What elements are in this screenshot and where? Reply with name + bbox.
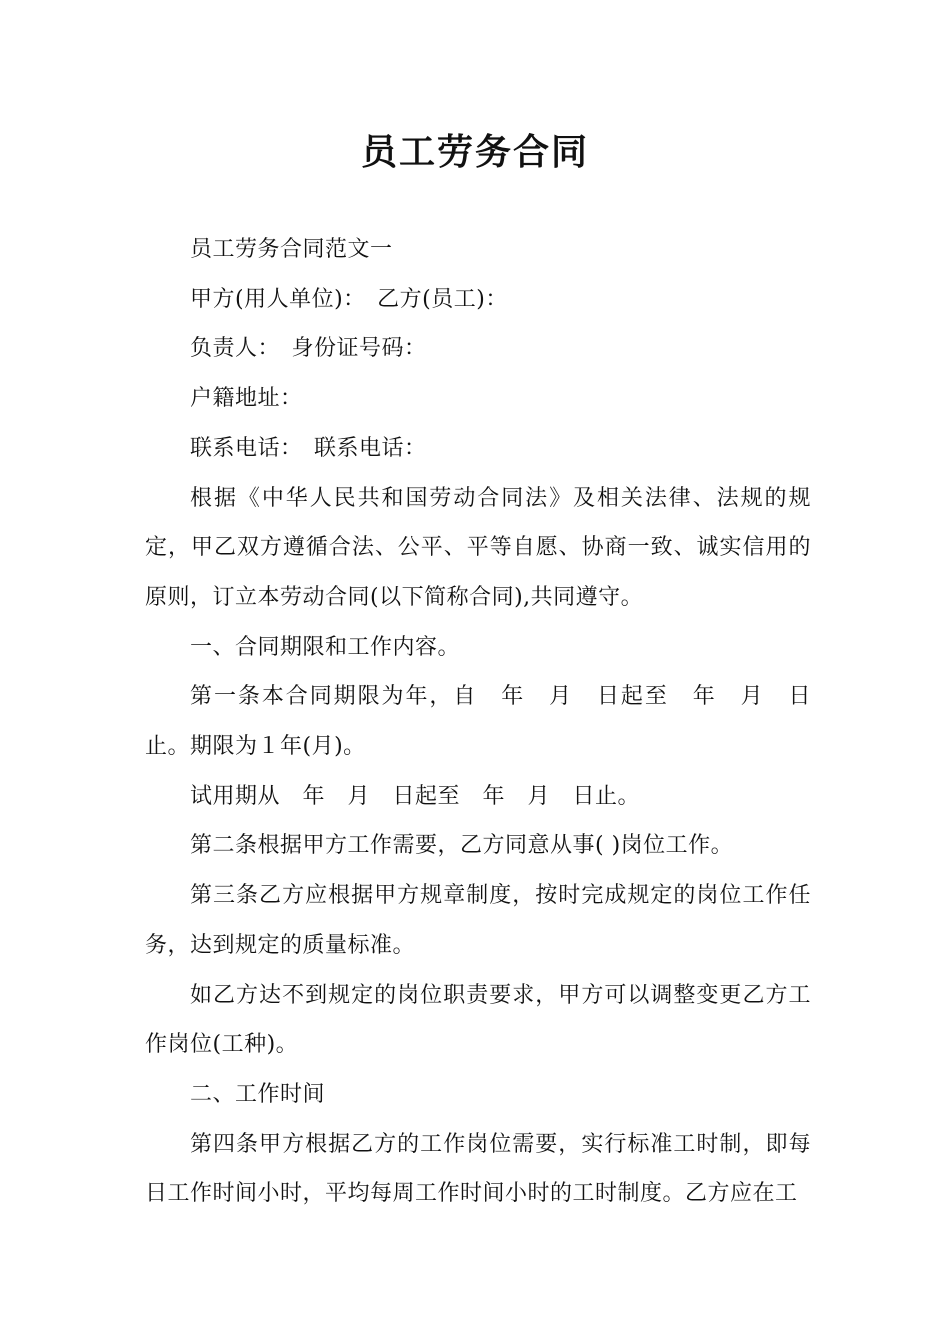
paragraph-article-1: 第一条本合同期限为年，自 年 月 日起至 年 月 日止。期限为１年(月)。 [145, 684, 811, 760]
paragraph-preamble: 根据《中华人民共和国劳动合同法》及相关法律、法规的规定，甲乙双方遵循合法、公平、平等自愿、协商一致、诚实信用的原则，订立本劳动合同(以下简称合同),共同遵守。 [145, 485, 811, 610]
paragraph-adjustment: 如乙方达不到规定的岗位职责要求，甲方可以调整变更乙方工作岗位(工种)。 [145, 982, 811, 1058]
paragraph-article-3: 第三条乙方应根据甲方规章制度，按时完成规定的岗位工作任务，达到规定的质量标准。 [145, 883, 811, 958]
paragraph-responsible-id: 负责人： 身份证号码： [190, 336, 427, 362]
section-heading-1: 一、合同期限和工作内容。 [190, 634, 461, 660]
document-title: 员工劳务合同 [360, 132, 589, 173]
section-heading-2: 二、工作时间 [190, 1081, 326, 1107]
paragraph-article-4: 第四条甲方根据乙方的工作岗位需要，实行标准工时制，即每日工作时间小时，平均每周工作时间小时的工时制度。乙方应在工 [145, 1131, 811, 1207]
paragraph-party-a-b: 甲方(用人单位)： 乙方(员工)： [190, 286, 508, 312]
paragraph-phone: 联系电话： 联系电话： [190, 435, 427, 461]
document-body [145, 225, 811, 1219]
paragraph-subtitle: 员工劳务合同范文一 [190, 237, 393, 262]
paragraph-household-address: 户籍地址： [190, 386, 303, 412]
paragraph-probation: 试用期从 年 月 日起至 年 月 日止。 [190, 783, 641, 809]
paragraph-article-2: 第二条根据甲方工作需要，乙方同意从事( )岗位工作。 [190, 833, 734, 859]
